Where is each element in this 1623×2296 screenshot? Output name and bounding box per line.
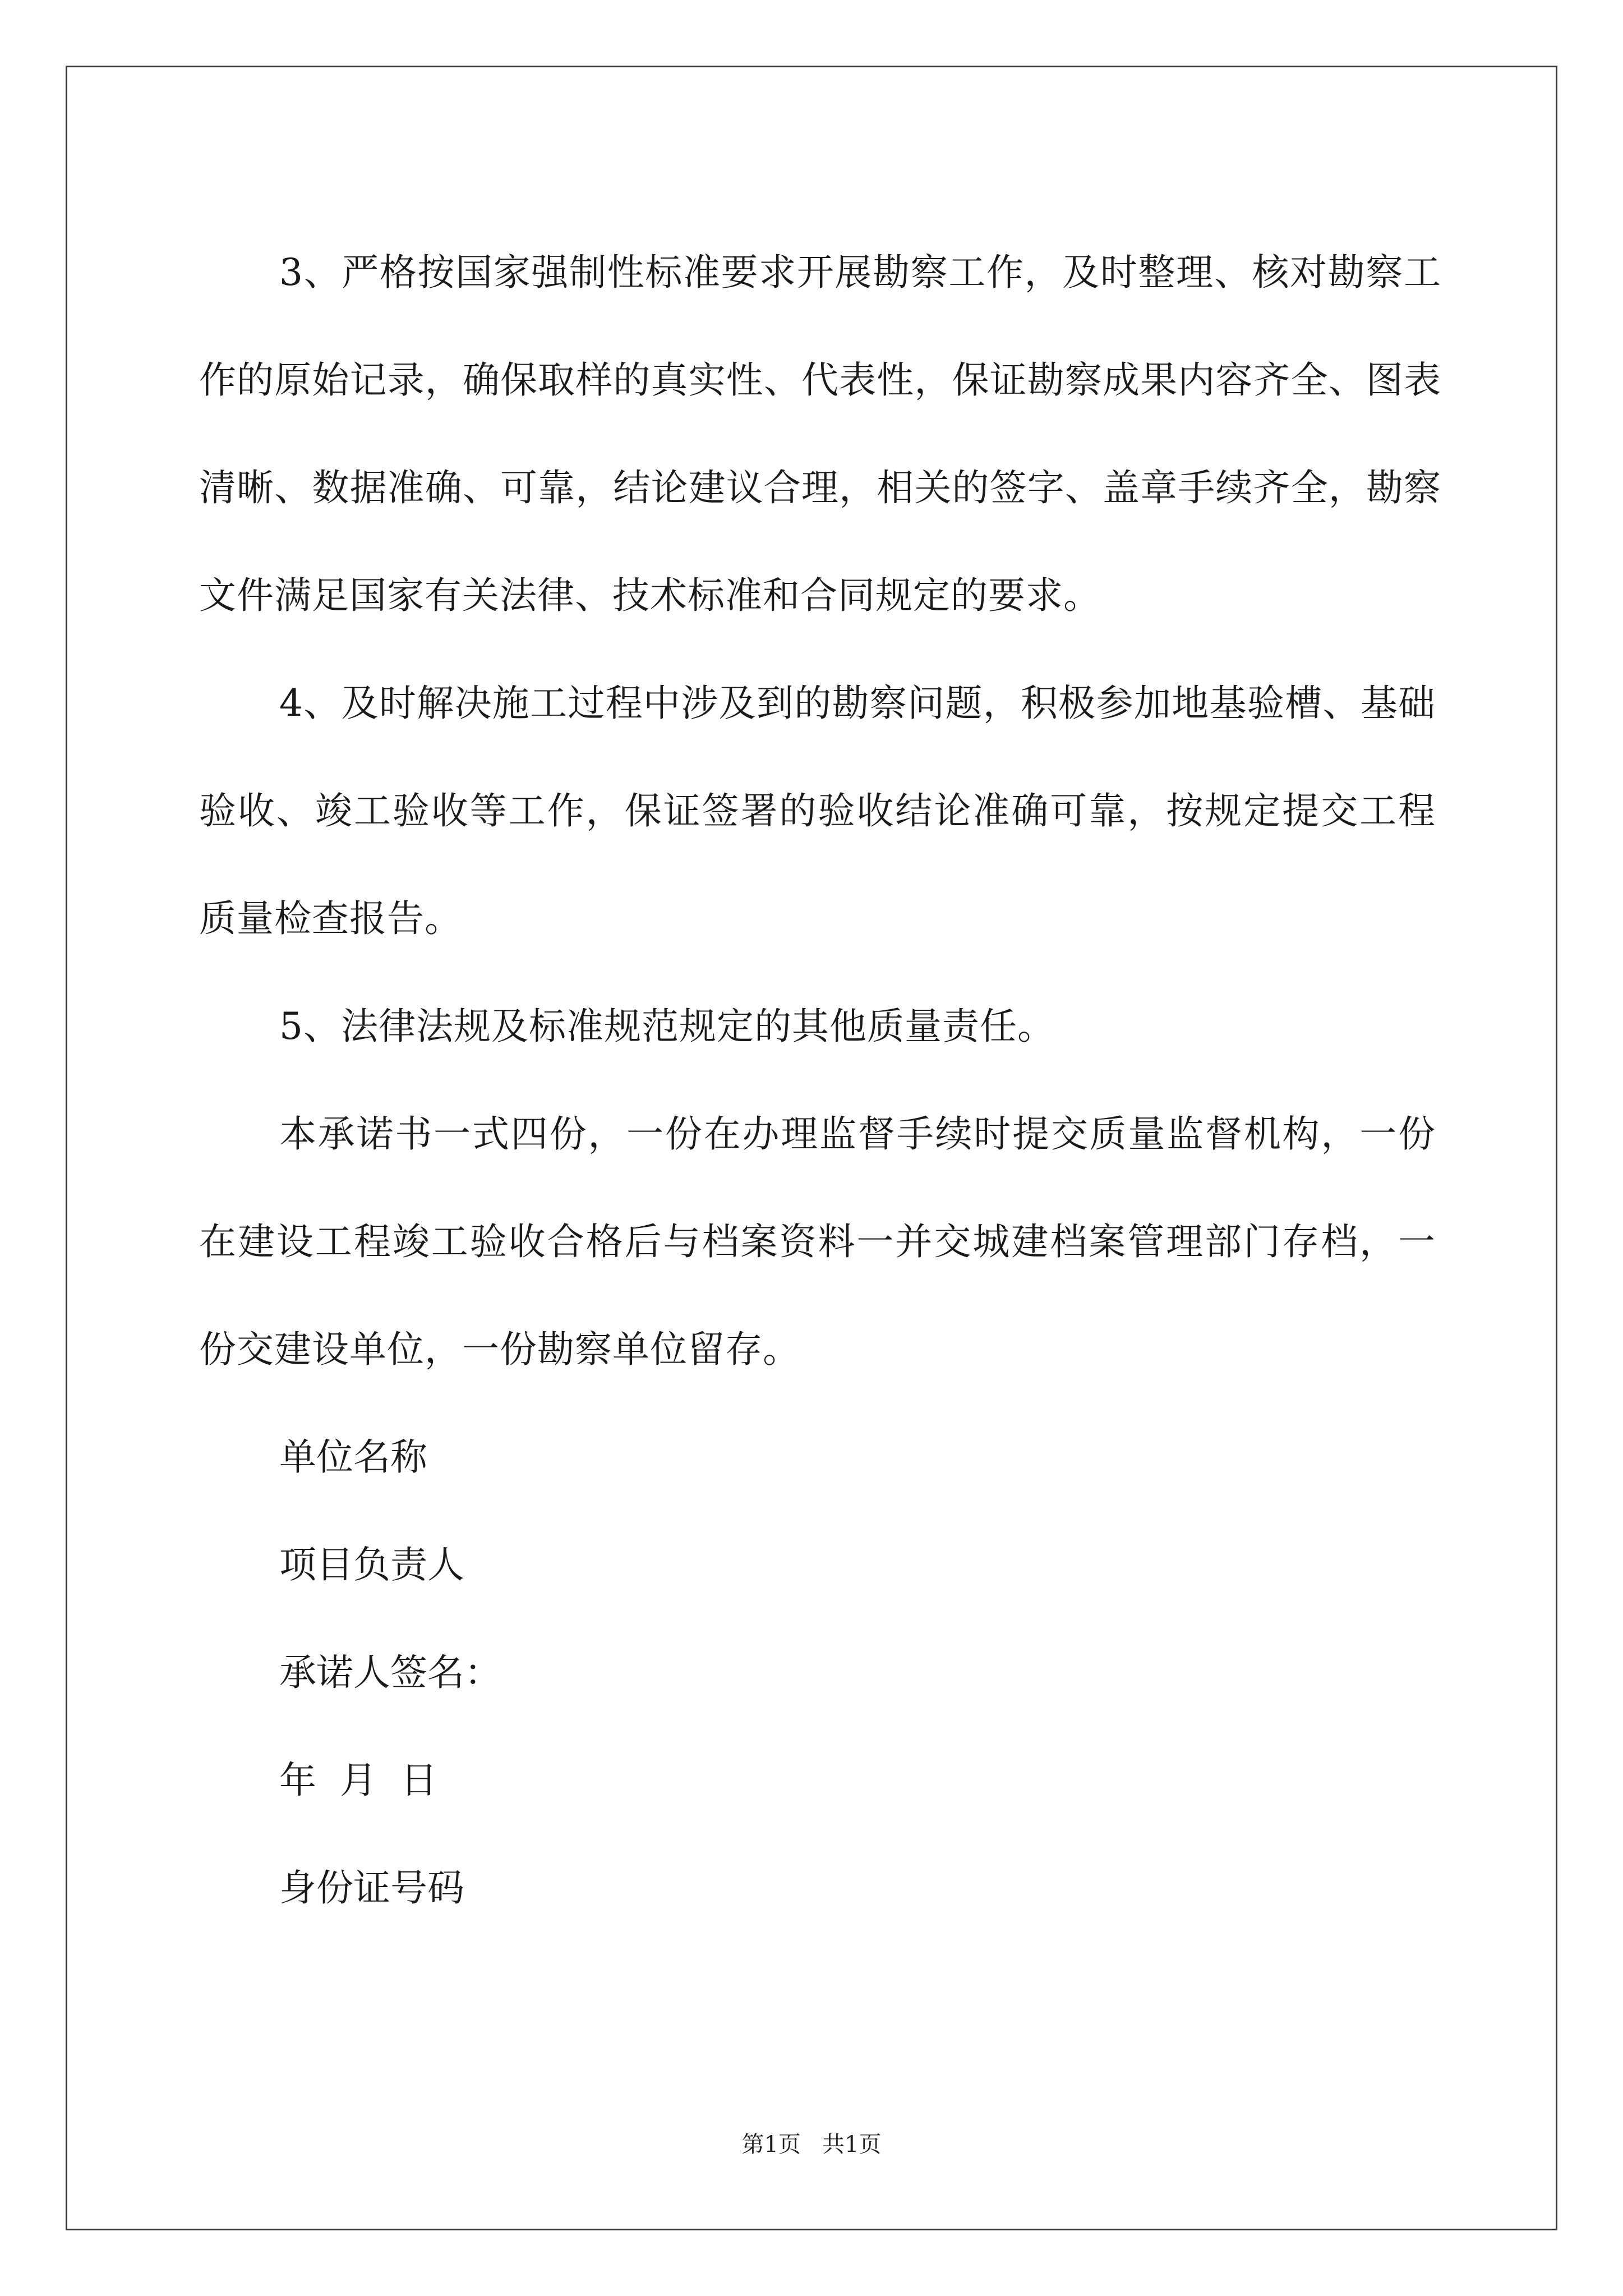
paragraph-clause-3: 3、严格按国家强制性标准要求开展勘察工作，及时整理、核对勘察工作的原始记录，确保取样的真实性、代表性，保证勘察成果内容齐全、图表清晰、数据准确、可靠，结论建议合理，相关的签字、盖章手续齐全，勘察文件满足国家有关法律、技术标准和合同规定的要求。 — [199, 251, 1441, 617]
date-label: 年 月 日 — [279, 1759, 437, 1802]
unit-name-label: 单位名称 — [279, 1435, 427, 1479]
promisor-signature-label: 承诺人签名： — [279, 1651, 501, 1694]
paragraph-copies-statement: 本承诺书一式四份，一份在办理监督手续时提交质量监督机构，一份在建设工程竣工验收合格后与档案资料一并交城建档案管理部门存档，一份交建设单位，一份勘察单位留存。 — [199, 1112, 1436, 1371]
project-leader-label: 项目负责人 — [279, 1543, 464, 1586]
page-footer: 第1页 共1页 — [741, 2132, 882, 2157]
paragraph-clause-4: 4、及时解决施工过程中涉及到的勘察问题，积极参加地基验槽、基础验收、竣工验收等工作，保证签署的验收结论准确可靠，按规定提交工程质量检查报告。 — [199, 682, 1436, 940]
document-body — [199, 219, 1441, 1942]
id-number-label: 身份证号码 — [279, 1866, 464, 1910]
paragraph-clause-5: 5、法律法规及标准规范规定的其他质量责任。 — [279, 1005, 1055, 1048]
